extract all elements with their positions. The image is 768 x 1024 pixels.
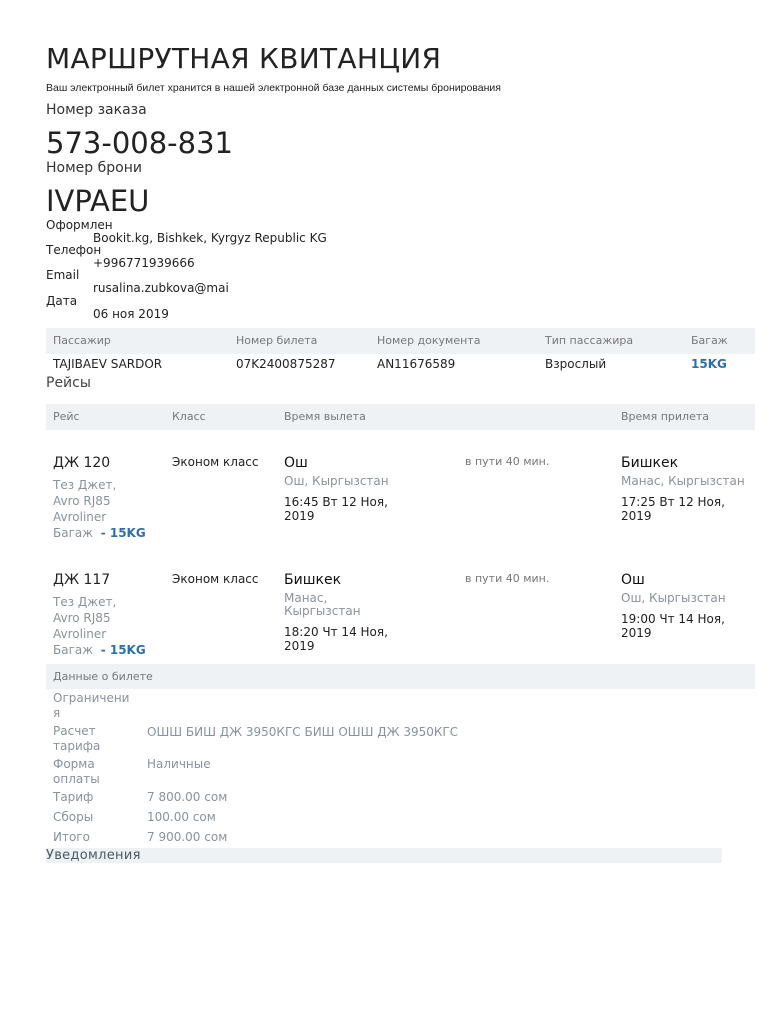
aircraft-type: Avroliner: [53, 627, 107, 641]
baggage-value: - 15KG: [100, 643, 146, 657]
ticket-data-title: Данные о билете: [53, 670, 153, 683]
email-value: rusalina.zubkova@mai: [93, 281, 229, 295]
date-label: Дата: [46, 294, 78, 308]
carrier-name: Тез Джет,: [53, 595, 117, 609]
fare-value: 7 800.00 сом: [147, 790, 228, 804]
arrival-airport: Ош, Кыргызстан: [621, 591, 726, 605]
departure-city: Бишкек: [284, 572, 342, 588]
booking-code: IVPAEU: [46, 184, 150, 218]
aircraft-model: Avro RJ85: [53, 611, 111, 625]
booking-code-label: Номер брони: [46, 160, 142, 176]
date-value: 06 ноя 2019: [93, 307, 169, 321]
baggage-label: Багаж: [53, 643, 94, 657]
flight-duration: в пути 40 мин.: [465, 455, 550, 468]
payment-value: Наличные: [147, 757, 211, 771]
total-value: 7 900.00 сом: [147, 830, 228, 844]
departure-time: 18:20 Чт 14 Ноя, 2019: [284, 625, 388, 653]
email-label: Email: [46, 268, 80, 282]
departure-city: Ош: [284, 455, 308, 471]
col-departure-time: Время вылета: [284, 410, 366, 423]
issued-label: Оформлен: [46, 218, 113, 232]
payment-label: Форма оплаты: [53, 757, 100, 786]
col-flight: Рейс: [53, 410, 80, 423]
passenger-baggage: 15KG: [691, 357, 727, 371]
flight-aircraft: [53, 477, 163, 541]
order-number-label: Номер заказа: [46, 102, 147, 118]
ticket-number: 07K2400875287: [236, 357, 336, 371]
flight-baggage: [53, 642, 163, 658]
col-arrival-time: Время прилета: [621, 410, 709, 423]
phone-value: +996771939666: [93, 256, 195, 270]
passenger-name: TAJIBAEV SARDOR: [53, 357, 163, 371]
baggage-label: Багаж: [53, 526, 94, 540]
issued-value: Bookit.kg, Bishkek, Kyrgyz Republic KG: [93, 231, 327, 245]
page-title: МАРШРУТНАЯ КВИТАНЦИЯ: [46, 42, 442, 75]
flight-number: ДЖ 120: [53, 455, 111, 471]
col-passenger-type: Тип пассажира: [545, 334, 634, 347]
departure-time: 16:45 Вт 12 Ноя, 2019: [284, 495, 388, 523]
flight-class: Эконом класс: [172, 455, 259, 469]
aircraft-type: Avroliner: [53, 510, 107, 524]
arrival-time: 17:25 Вт 12 Ноя, 2019: [621, 495, 725, 523]
col-passenger: Пассажир: [53, 334, 111, 347]
order-number: 573-008-831: [46, 126, 233, 160]
carrier-name: Тез Джет,: [53, 478, 117, 492]
phone-label: Телефон: [46, 243, 102, 257]
arrival-airport: Манас, Кыргызстан: [621, 474, 745, 488]
fees-value: 100.00 сом: [147, 810, 216, 824]
restrictions-label: Ограничения: [53, 691, 130, 720]
baggage-value: - 15KG: [100, 526, 146, 540]
total-label: Итого: [53, 830, 90, 844]
flight-number: ДЖ 117: [53, 572, 111, 588]
col-class: Класс: [172, 410, 206, 423]
fees-label: Сборы: [53, 810, 94, 824]
fare-calc-value: ОШШ БИШ ДЖ 3950КГС БИШ ОШШ ДЖ 3950КГС: [147, 725, 459, 739]
arrival-city: Бишкек: [621, 455, 679, 471]
col-baggage: Багаж: [691, 334, 728, 347]
flight-duration: в пути 40 мин.: [465, 572, 550, 585]
page-subtitle: Ваш электронный билет хранится в нашей электронной базе данных системы бронирования: [46, 82, 501, 94]
passenger-type: Взрослый: [545, 357, 607, 371]
col-ticket-number: Номер билета: [236, 334, 318, 347]
flight-baggage: [53, 525, 163, 541]
document-number: AN11676589: [377, 357, 456, 371]
flights-section-title: Рейсы: [46, 375, 91, 391]
departure-airport: Ош, Кыргызстан: [284, 474, 389, 488]
notifications-title: Уведомления: [46, 848, 141, 863]
fare-label: Тариф: [53, 790, 94, 804]
arrival-city: Ош: [621, 572, 645, 588]
flight-class: Эконом класс: [172, 572, 259, 586]
departure-airport: Манас, Кыргызстан: [284, 591, 361, 618]
flight-aircraft: [53, 594, 163, 658]
col-document-number: Номер документа: [377, 334, 481, 347]
arrival-time: 19:00 Чт 14 Ноя, 2019: [621, 612, 725, 640]
notifications-band: [46, 848, 722, 863]
fare-calc-label: Расчет тарифа: [53, 724, 101, 753]
aircraft-model: Avro RJ85: [53, 494, 111, 508]
